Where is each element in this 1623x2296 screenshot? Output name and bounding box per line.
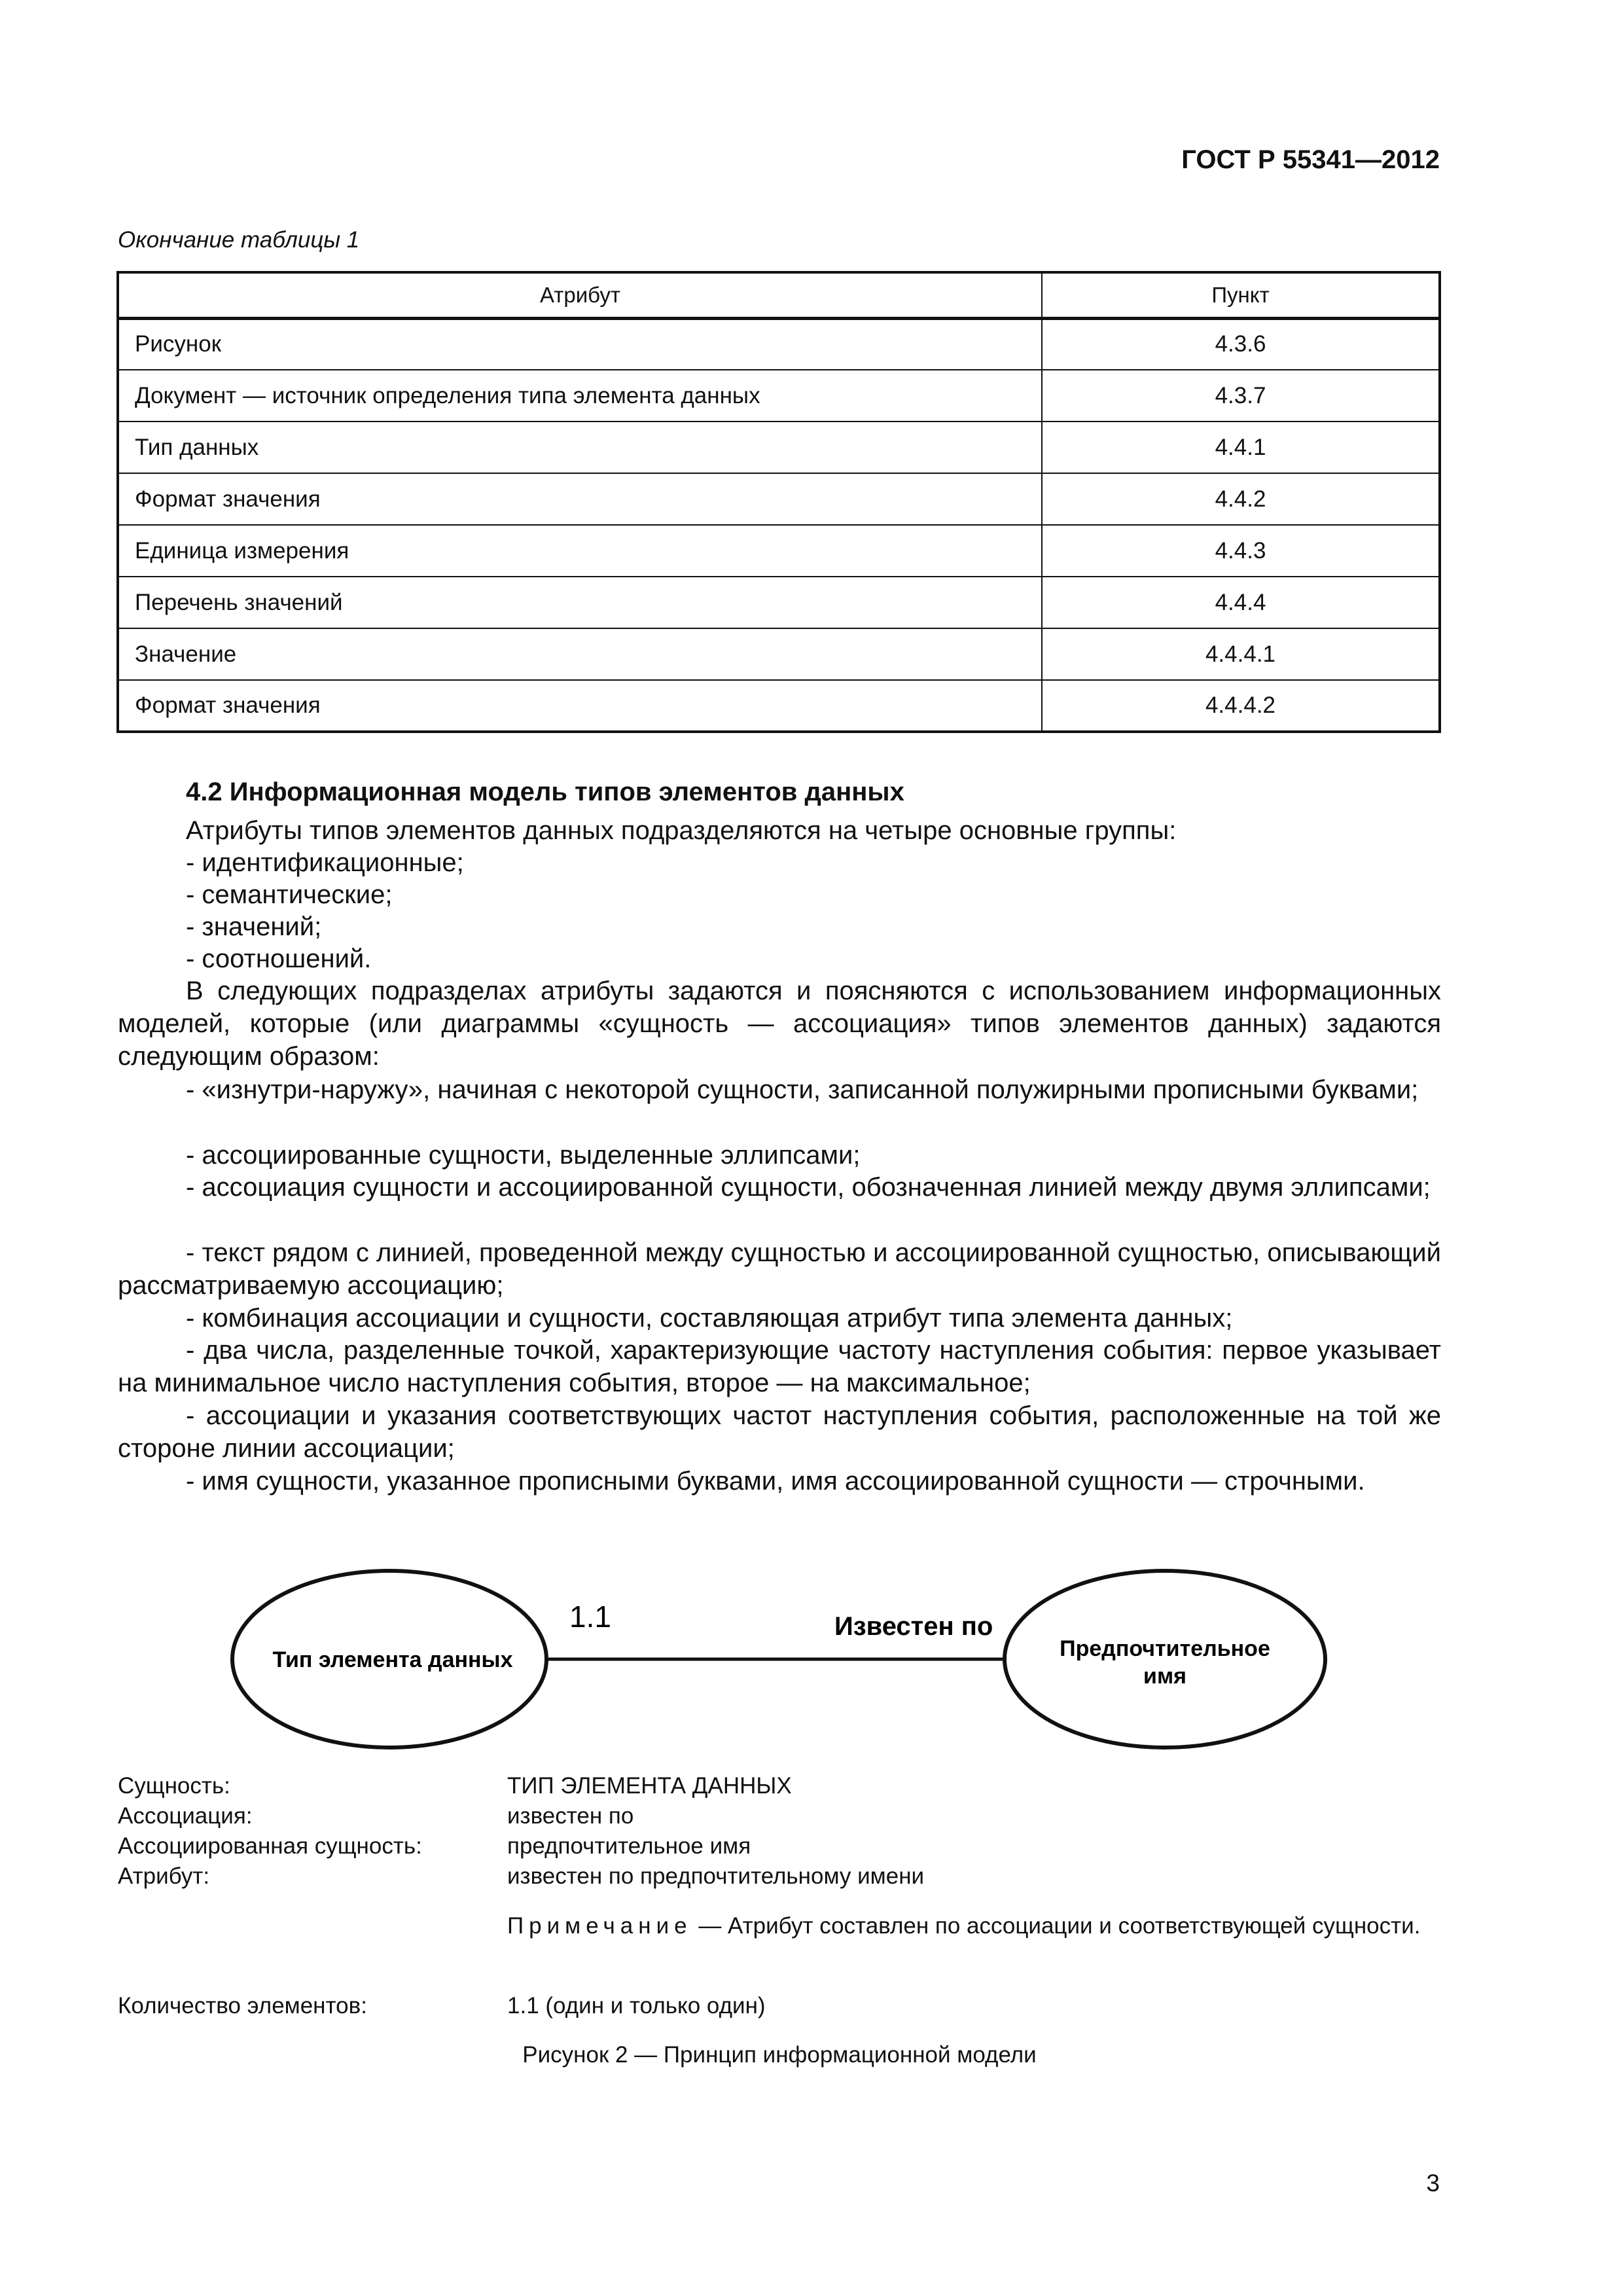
group-item: - семантические; xyxy=(186,880,393,909)
table-row xyxy=(118,680,1440,732)
attributes-table xyxy=(116,271,1441,733)
group-item: - соотношений. xyxy=(186,944,372,973)
information-model-diagram xyxy=(229,1564,1400,1754)
rule-item: - имя сущности, указанное прописными буквами, имя ассоциированной сущности — строчными. xyxy=(186,1467,1365,1496)
section-intro: Атрибуты типов элементов данных подразделяются на четыре основные группы: xyxy=(186,816,1177,845)
cell-clause: 4.4.2 xyxy=(1042,473,1440,525)
cell-attribute: Тип данных xyxy=(118,422,1042,473)
body-paragraph: В следующих подразделах атрибуты задаются и поясняются с использованием информационных моделей, которые (или диаграммы «сущность — ассоциация» типов элементов данных) задаются следующим образом: xyxy=(118,977,1441,1071)
note xyxy=(507,1911,1441,1941)
legend-entity-label: Сущность: xyxy=(118,1773,230,1799)
table-row xyxy=(118,370,1440,422)
rule-item: - ассоциации и указания соответствующих частот наступления события, расположенные на той же стороне линии ассоциации; xyxy=(118,1401,1441,1463)
table-row xyxy=(118,318,1440,370)
cell-attribute: Формат значения xyxy=(118,680,1042,732)
table-row xyxy=(118,422,1440,473)
column-header-clause: Пункт xyxy=(1042,272,1440,318)
cell-clause: 4.4.4 xyxy=(1042,577,1440,628)
table-header-row xyxy=(118,272,1440,318)
associated-entity-label-line1: Предпочтительное xyxy=(1060,1636,1270,1661)
cell-clause: 4.3.6 xyxy=(1042,318,1440,370)
rule-item: - ассоциация сущности и ассоциированной сущности, обозначенная линией между двумя эллипсами; xyxy=(186,1173,1431,1202)
rule-item: - «изнутри-наружу», начиная с некоторой сущности, записанной полужирными прописными буквами; xyxy=(186,1075,1419,1104)
cell-attribute: Значение xyxy=(118,628,1042,680)
cell-clause: 4.4.1 xyxy=(1042,422,1440,473)
table-row xyxy=(118,628,1440,680)
legend-attribute-label: Атрибут: xyxy=(118,1863,210,1889)
rule-item: - комбинация ассоциации и сущности, составляющая атрибут типа элемента данных; xyxy=(186,1304,1233,1333)
legend-association-label: Ассоциация: xyxy=(118,1803,253,1829)
cardinality-label: 1.1 xyxy=(569,1600,611,1634)
standard-number: ГОСТ Р 55341—2012 xyxy=(1181,145,1440,174)
cell-clause: 4.4.4.1 xyxy=(1042,628,1440,680)
section-heading: 4.2 Информационная модель типов элементов данных xyxy=(186,778,904,806)
figure-caption: Рисунок 2 — Принцип информационной модели xyxy=(522,2042,1037,2068)
page-number: 3 xyxy=(1426,2170,1440,2197)
cell-attribute: Формат значения xyxy=(118,473,1042,525)
rule-item: - два числа, разделенные точкой, характеризующие частоту наступления события: первое указывает на минимальное число наступления события, второе — на максимальное; xyxy=(118,1336,1441,1397)
cell-clause: 4.3.7 xyxy=(1042,370,1440,422)
entity-label: Тип элемента данных xyxy=(272,1647,513,1672)
legend-count-value: 1.1 (один и только один) xyxy=(507,1993,766,2018)
table-caption: Окончание таблицы 1 xyxy=(118,227,360,253)
cell-clause: 4.4.3 xyxy=(1042,525,1440,577)
table-row xyxy=(118,473,1440,525)
legend-count-label: Количество элементов: xyxy=(118,1993,367,2018)
association-label: Известен по xyxy=(834,1612,993,1641)
group-item: - идентификационные; xyxy=(186,848,464,877)
rule-item: - ассоциированные сущности, выделенные эллипсами; xyxy=(186,1141,861,1170)
cell-clause: 4.4.4.2 xyxy=(1042,680,1440,732)
group-item: - значений; xyxy=(186,912,322,941)
column-header-attribute: Атрибут xyxy=(118,272,1042,318)
rule-item: - текст рядом с линией, проведенной между сущностью и ассоциированной сущностью, описывающий рассматриваемую ассоциацию; xyxy=(118,1238,1441,1300)
legend-attribute-value: известен по предпочтительному имени xyxy=(507,1863,925,1889)
cell-attribute: Единица измерения xyxy=(118,525,1042,577)
associated-entity-label-line2: имя xyxy=(1143,1664,1186,1689)
table-row xyxy=(118,525,1440,577)
legend-association-value: известен по xyxy=(507,1803,634,1829)
legend-associated-entity-label: Ассоциированная сущность: xyxy=(118,1833,422,1859)
cell-attribute: Документ — источник определения типа элемента данных xyxy=(118,370,1042,422)
legend-associated-entity-value: предпочтительное имя xyxy=(507,1833,751,1859)
note-text: — Атрибут составлен по ассоциации и соответствующей сущности. xyxy=(692,1913,1421,1939)
table-row xyxy=(118,577,1440,628)
cell-attribute: Перечень значений xyxy=(118,577,1042,628)
cell-attribute: Рисунок xyxy=(118,318,1042,370)
note-label: Примечание xyxy=(507,1913,692,1939)
legend-entity-value: ТИП ЭЛЕМЕНТА ДАННЫХ xyxy=(507,1773,792,1799)
